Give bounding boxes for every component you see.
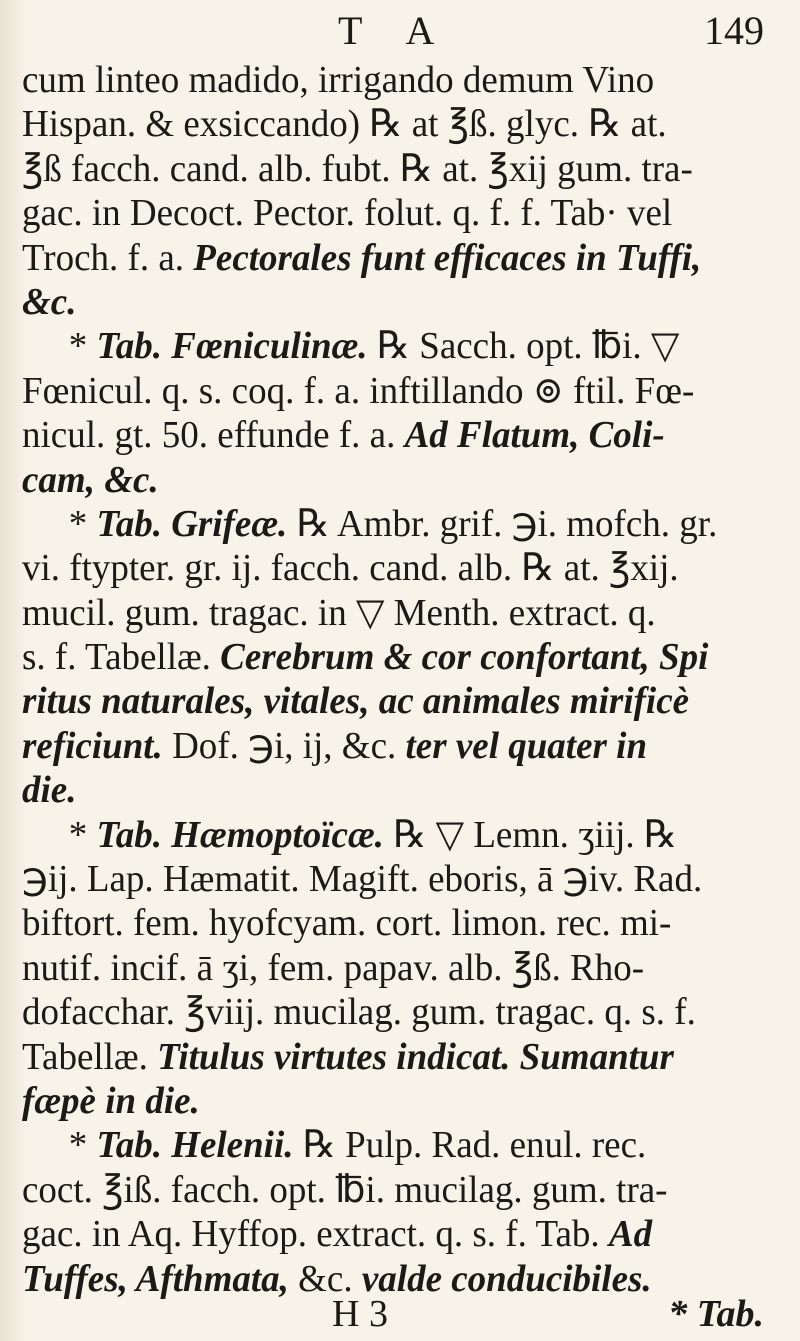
text-line <box>22 147 762 191</box>
text-run: ℞ ▽ Lemn. ʒiij. ℞ <box>383 813 678 856</box>
text-run: Troch. f. a. <box>22 236 194 279</box>
italic-text-run: ter vel quater in <box>405 724 648 767</box>
text-run: * <box>68 502 97 545</box>
page-number: 149 <box>704 8 764 53</box>
body-text <box>22 58 782 1301</box>
text-line <box>22 1212 762 1256</box>
italic-text-run: ritus naturales, vitales, ac animales mirificè <box>22 680 690 723</box>
text-run: * <box>68 1124 97 1167</box>
text-run: ℈ij. Lap. Hæmatit. Magift. eboris, ā ℈iv. Rad. <box>22 858 703 901</box>
catchword: * Tab. <box>668 1293 764 1335</box>
text-run: ℞ Ambr. grif. ℈i. mofch. gr. <box>287 502 718 545</box>
italic-text-run: Tuffes, Afthmata, <box>22 1257 289 1300</box>
text-line <box>22 679 762 723</box>
text-line <box>22 591 762 635</box>
text-run: nicul. gt. 50. effunde f. a. <box>22 414 405 457</box>
text-run: gac. in Decoct. Pector. folut. q. f. f. Tab· vel <box>22 192 673 235</box>
italic-text-run: cam, &c. <box>22 458 159 501</box>
text-run: Dof. ℈i, ij, &c. <box>162 724 406 767</box>
signature-mark: H 3 <box>332 1293 388 1335</box>
text-line <box>22 768 762 812</box>
text-run: biftort. fem. hyofcyam. cort. limon. rec. mi- <box>22 902 672 945</box>
text-run: dofacchar. ℥viij. mucilag. gum. tragac. q. s. f. <box>22 991 696 1034</box>
text-line <box>22 413 762 457</box>
text-run: Tabellæ. <box>22 1035 158 1078</box>
text-line <box>22 58 762 102</box>
text-run: * <box>68 325 97 368</box>
text-line <box>22 369 762 413</box>
text-run: ℞ Sacch. opt. ℔i. ▽ <box>367 325 680 368</box>
text-line <box>22 724 762 768</box>
page-footer <box>22 1290 782 1338</box>
text-run: ℥ß facch. cand. alb. fubt. ℞ at. ℥xij gum. tra- <box>22 147 693 190</box>
text-line <box>22 502 762 546</box>
italic-text-run: Tab. Helenii. <box>96 1124 294 1167</box>
text-run: cum linteo madido, irrigando demum Vino <box>22 59 655 101</box>
text-run: * <box>68 813 97 856</box>
text-line <box>22 546 762 590</box>
text-line <box>22 280 762 324</box>
text-line <box>22 857 762 901</box>
text-line <box>22 901 762 945</box>
italic-text-run: die. <box>22 769 77 812</box>
text-run: Hispan. & exsiccando) ℞ at ℥ß. glyc. ℞ at. <box>22 103 667 146</box>
book-page <box>22 0 782 1341</box>
text-line <box>22 1123 762 1167</box>
running-title: T A <box>338 8 453 53</box>
italic-text-run: Tab. Hæmoptoïcæ. <box>96 813 384 856</box>
italic-text-run: reficiunt. <box>22 724 163 767</box>
italic-text-run: Tab. Fœniculinæ. <box>96 325 368 368</box>
text-line <box>22 1079 762 1123</box>
italic-text-run: Titulus virtutes indicat. Sumantur <box>157 1035 674 1078</box>
text-line <box>22 990 762 1034</box>
italic-text-run: fæpè in die. <box>22 1079 200 1122</box>
text-line <box>22 813 762 857</box>
text-run: coct. ℥iß. facch. opt. ℔i. mucilag. gum. tra- <box>22 1168 668 1211</box>
text-run: gac. in Aq. Hyffop. extract. q. s. f. Tab. <box>22 1213 609 1256</box>
italic-text-run: Cerebrum & cor confortant, Spi <box>220 636 709 679</box>
italic-text-run: valde conducibiles. <box>361 1257 652 1300</box>
italic-text-run: Ad <box>608 1213 653 1256</box>
text-run: vi. ftypter. gr. ij. facch. cand. alb. ℞ at. ℥xij. <box>22 547 679 590</box>
text-run: s. f. Tabellæ. <box>22 636 221 679</box>
text-line <box>22 1168 762 1212</box>
text-line <box>22 635 762 679</box>
text-line <box>22 236 762 280</box>
text-run: nutif. incif. ā ʒi, fem. papav. alb. ℥ß. Rho- <box>22 946 645 989</box>
text-run: &c. <box>288 1257 362 1300</box>
text-line <box>22 458 762 502</box>
italic-text-run: Pectorales funt efficaces in Tuffi, <box>193 236 702 279</box>
text-line <box>22 1035 762 1079</box>
text-line <box>22 946 762 990</box>
running-header <box>22 4 782 58</box>
text-run: ℞ Pulp. Rad. enul. rec. <box>293 1124 647 1167</box>
italic-text-run: Ad Flatum, Coli- <box>404 414 665 457</box>
italic-text-run: Tab. Grifeæ. <box>96 502 288 545</box>
italic-text-run: &c. <box>22 280 77 323</box>
text-line <box>22 102 762 146</box>
text-run: Fœnicul. q. s. coq. f. a. inftillando ⊚ ftil. Fœ- <box>22 369 695 412</box>
text-run: mucil. gum. tragac. in ▽ Menth. extract. q. <box>22 591 656 634</box>
text-line <box>22 324 762 368</box>
text-line <box>22 191 762 235</box>
